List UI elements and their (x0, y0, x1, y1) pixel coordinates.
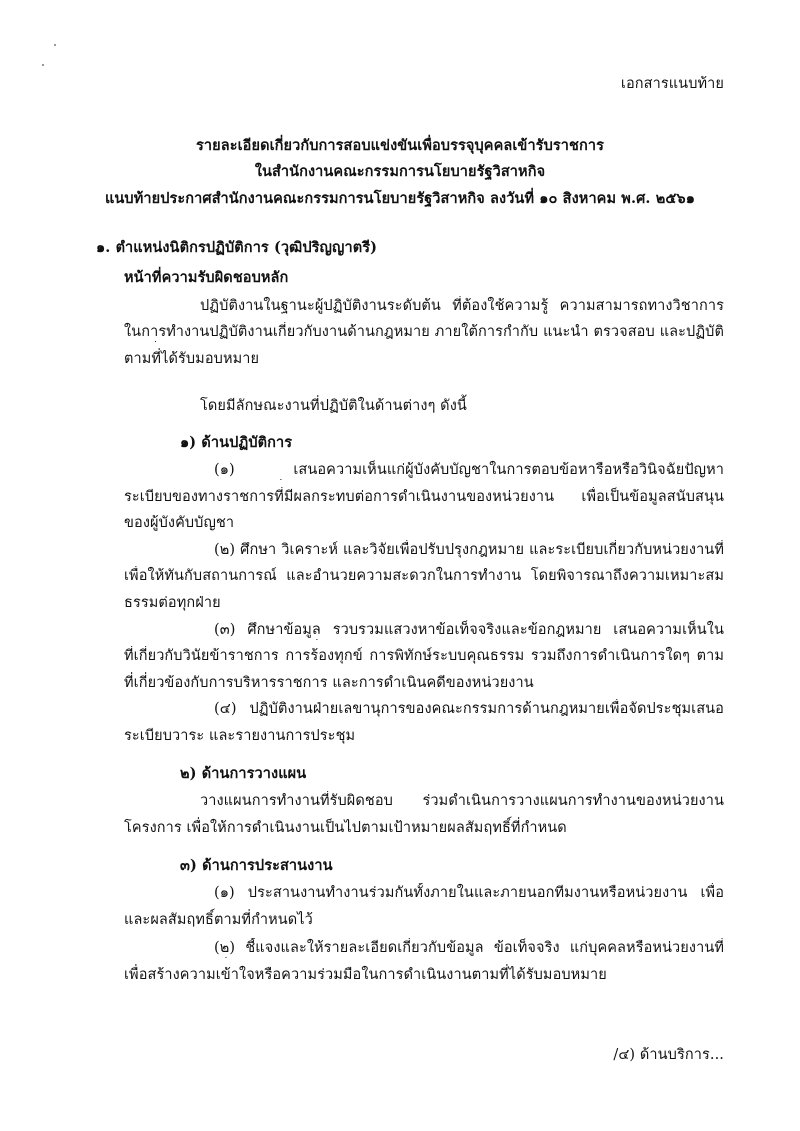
operations-item-line: (๔) ปฏิบัติงานฝ่ายเลขานุการของคณะกรรมการด้านกฎหมายเพื่อจัดประชุมเสนอ (214, 701, 724, 717)
coordination-item-line: และผลสัมฤทธิ์ตามที่กำหนดไว้ (124, 912, 313, 928)
operations-item-line: ธรรมต่อทุกฝ่าย (124, 595, 221, 611)
duties-paragraph-line: ในการทำงานปฏิบัติงานเกี่ยวกับงานด้านกฎหมาย ภายใต้การกำกับ แนะนำ ตรวจสอบ และปฏิบัติ (124, 324, 724, 340)
planning-text-line: วางแผนการทำงานที่รับผิดชอบ ร่วมดำเนินการวางแผนการทำงานของหน่วยงาน (200, 793, 724, 809)
duties-heading: หน้าที่ความรับผิดชอบหลัก (124, 269, 289, 286)
operations-item-line: ของผู้บังคับบัญชา (124, 515, 235, 531)
duties-paragraph-line: ตามที่ได้รับมอบหมาย (124, 351, 260, 367)
operations-item-line: ที่เกี่ยวข้องกับการบริหารราชการ และการดำเนินคดีของหน่วยงาน (124, 675, 534, 691)
coordination-item-line: (๒) ชี้แจงและให้รายละเอียดเกี่ยวกับข้อมูล ข้อเท็จจริง แก่บุคคลหรือหน่วยงานที่ (214, 940, 724, 956)
tasks-intro: โดยมีลักษณะงานที่ปฏิบัติในด้านต่างๆ ดังนี้ (200, 398, 467, 414)
operations-item-line: ระเบียบวาระ และรายงานการประชุม (124, 728, 356, 744)
operations-item-line: (๒) ศึกษา วิเคราะห์ และวิจัยเพื่อปรับปรุงกฎหมาย และระเบียบเกี่ยวกับหน่วยงานที่ (214, 542, 724, 558)
coordination-heading: ๓) ด้านการประสานงาน (180, 857, 333, 874)
planning-heading: ๒) ด้านการวางแผน (180, 765, 307, 782)
title-line-3: แนบท้ายประกาศสำนักงานคณะกรรมการนโยบายรัฐวิสาหกิจ ลงวันที่ ๑๐ สิงหาคม พ.ศ. ๒๕๖๑ (104, 190, 696, 207)
coordination-item-line: เพื่อสร้างความเข้าใจหรือความร่วมมือในการดำเนินงานตามที่ได้รับมอบหมาย (124, 967, 607, 983)
title-line-1: รายละเอียดเกี่ยวกับการสอบแข่งขันเพื่อบรรจุบุคคลเข้ารับราชการ (196, 137, 604, 154)
scan-speck (54, 44, 56, 46)
operations-item-line: ที่เกี่ยวกับวินัยข้าราชการ การร้องทุกข์ การพิทักษ์ระบบคุณธรรม รวมถึงการดำเนินการใดๆ ตาม (124, 648, 724, 664)
operations-item-line: ระเบียบของทางราชการที่มีผลกระทบต่อการดำเนินงานของหน่วยงาน เพื่อเป็นข้อมูลสนับสนุน (124, 489, 724, 505)
duties-paragraph-line: ปฏิบัติงานในฐานะผู้ปฏิบัติงานระดับต้น ที่ต้องใช้ความรู้ ความสามารถทางวิชาการ (200, 298, 724, 314)
operations-heading: ๑) ด้านปฏิบัติการ (180, 434, 293, 451)
operations-item-line: (๑) เสนอความเห็นแก่ผู้บังคับบัญชาในการตอบข้อหารือหรือวินิจฉัยปัญหา (214, 462, 724, 478)
scan-speck (42, 64, 44, 66)
operations-item-line: เพื่อให้ทันกับสถานการณ์ และอำนวยความสะดวกในการทำงาน โดยพิจารณาถึงความเหมาะสม (124, 568, 724, 584)
section-heading: ๑. ตำแหน่งนิติกรปฏิบัติการ (วุฒิปริญญาตรี) (96, 239, 378, 256)
continuation-note: /๔) ด้านบริการ... (613, 1047, 724, 1063)
coordination-item-line: (๑) ประสานงานทำงานร่วมกันทั้งภายในและภายนอกทีมงานหรือหน่วยงาน เพื่อ (214, 885, 724, 901)
title-line-2: ในสำนักงานคณะกรรมการนโยบายรัฐวิสาหกิจ (254, 163, 546, 180)
planning-text-line: โครงการ เพื่อให้การดำเนินงานเป็นไปตามเป้าหมายผลสัมฤทธิ์ที่กำหนด (124, 820, 567, 836)
operations-item-line: (๓) ศึกษาข้อมูล รวบรวมแสวงหาข้อเท็จจริงและข้อกฎหมาย เสนอความเห็นใน (214, 622, 724, 638)
attachment-label: เอกสารแนบท้าย (620, 76, 724, 92)
